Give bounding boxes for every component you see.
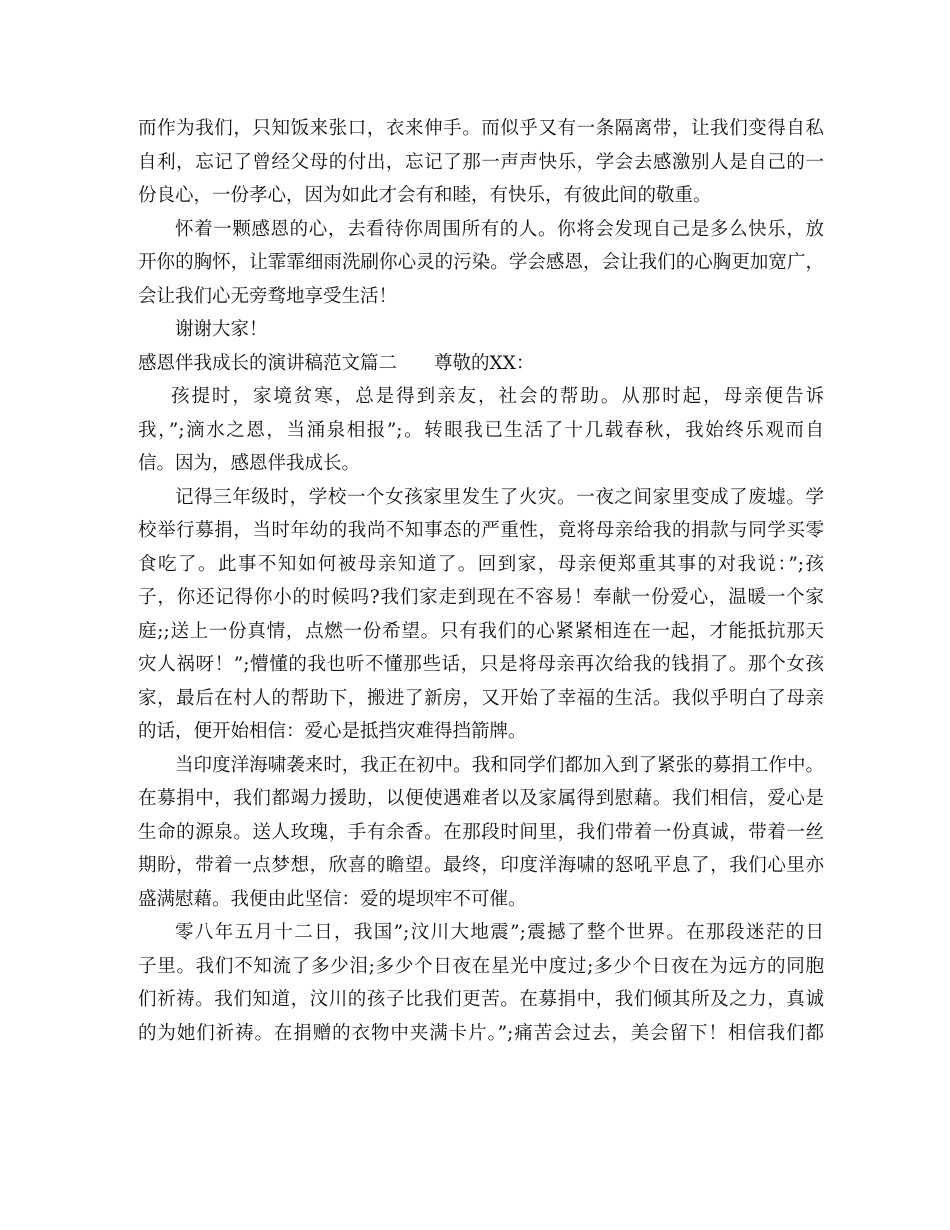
text-line: 灾人祸呀！”;懵懂的我也听不懂那些话，只是将母亲再次给我的钱捐了。那个女孩 [138, 654, 824, 675]
text-line: 们祈祷。我们知道，汶川的孩子比我们更苦。在募捐中，我们倾其所及之力，真诚 [138, 989, 824, 1010]
section-heading [138, 347, 824, 381]
text-line: 的话，便开始相信：爱心是抵挡灾难得挡箭牌。 [138, 721, 527, 742]
salutation: 尊敬的XX： [434, 352, 535, 374]
document-body [138, 112, 824, 1050]
text-line: 记得三年级时，学校一个女孩家里发生了火灾。一夜之间家里变成了废墟。学 [175, 486, 824, 508]
text-line: 开你的胸怀，让霏霏细雨洗刷你心灵的污染。学会感恩，会让我们的心胸更加宽广， [138, 252, 824, 273]
text-line: 份良心，一份孝心，因为如此才会有和睦，有快乐，有彼此间的敬重。 [138, 185, 712, 206]
text-line: 子，你还记得你小的时候吗?我们家走到现在不容易！奉献一份爱心，温暖一个家 [138, 587, 824, 608]
text-line: 当印度洋海啸袭来时，我正在初中。我和同学们都加入到了紧张的募捐工作中。 [175, 754, 824, 776]
text-line: 信。因为，感恩伴我成长。 [138, 453, 361, 474]
text-line: 期盼，带着一点梦想，欣喜的瞻望。最终，印度洋海啸的怒吼平息了，我们心里亦 [138, 855, 824, 876]
text-line: 会让我们心无旁骛地享受生活！ [138, 285, 398, 307]
text-line: 盛满慰藉。我便由此坚信：爱的堤坝牢不可催。 [138, 888, 527, 910]
text-line: 而作为我们，只知饭来张口，衣来伸手。而似乎又有一条隔离带，让我们变得自私 [138, 118, 824, 139]
text-line: 庭;;送上一份真情，点燃一份希望。只有我们的心紧紧相连在一起，才能抵抗那天 [138, 620, 824, 642]
text-line: 零八年五月十二日，我国”;汶川大地震”;震撼了整个世界。在那段迷茫的日 [175, 922, 824, 943]
text-line: 生命的源泉。送人玫瑰，手有余香。在那段时间里，我们带着一份真诚，带着一丝 [138, 821, 824, 843]
text-line: 自利，忘记了曾经父母的付出，忘记了那一声声快乐，学会去感激别人是自己的一 [138, 151, 824, 173]
text-line: 家，最后在村人的帮助下，搬进了新房，又开始了幸福的生活。我似乎明白了母亲 [138, 687, 824, 709]
text-line: 子里。我们不知流了多少泪;多少个日夜在星光中度过;多少个日夜在为远方的同胞 [138, 955, 824, 977]
text-line: 在募捐中，我们都竭力援助，以便使遇难者以及家属得到慰藉。我们相信，爱心是 [138, 788, 824, 809]
text-line: 我，”;滴水之恩，当涌泉相报”;。转眼我已生活了十几载春秋，我始终乐观而自 [138, 419, 824, 441]
text-line: 校举行募捐，当时年幼的我尚不知事态的严重性，竟将母亲给我的捐款与同学买零 [138, 520, 824, 541]
text-line: 的为她们祈祷。在捐赠的衣物中夹满卡片。”;痛苦会过去，美会留下！相信我们都 [138, 1022, 824, 1044]
heading-title: 感恩伴我成长的演讲稿范文篇二 [138, 352, 398, 374]
text-line: 食吃了。此事不知如何被母亲知道了。回到家，母亲便郑重其事的对我说：”;孩 [138, 553, 824, 575]
text-line: 谢谢大家！ [175, 319, 268, 340]
text-line: 怀着一颗感恩的心，去看待你周围所有的人。你将会发现自己是多么快乐，放 [175, 218, 824, 240]
text-line: 孩提时，家境贫寒，总是得到亲友，社会的帮助。从那时起，母亲便告诉 [171, 386, 824, 407]
